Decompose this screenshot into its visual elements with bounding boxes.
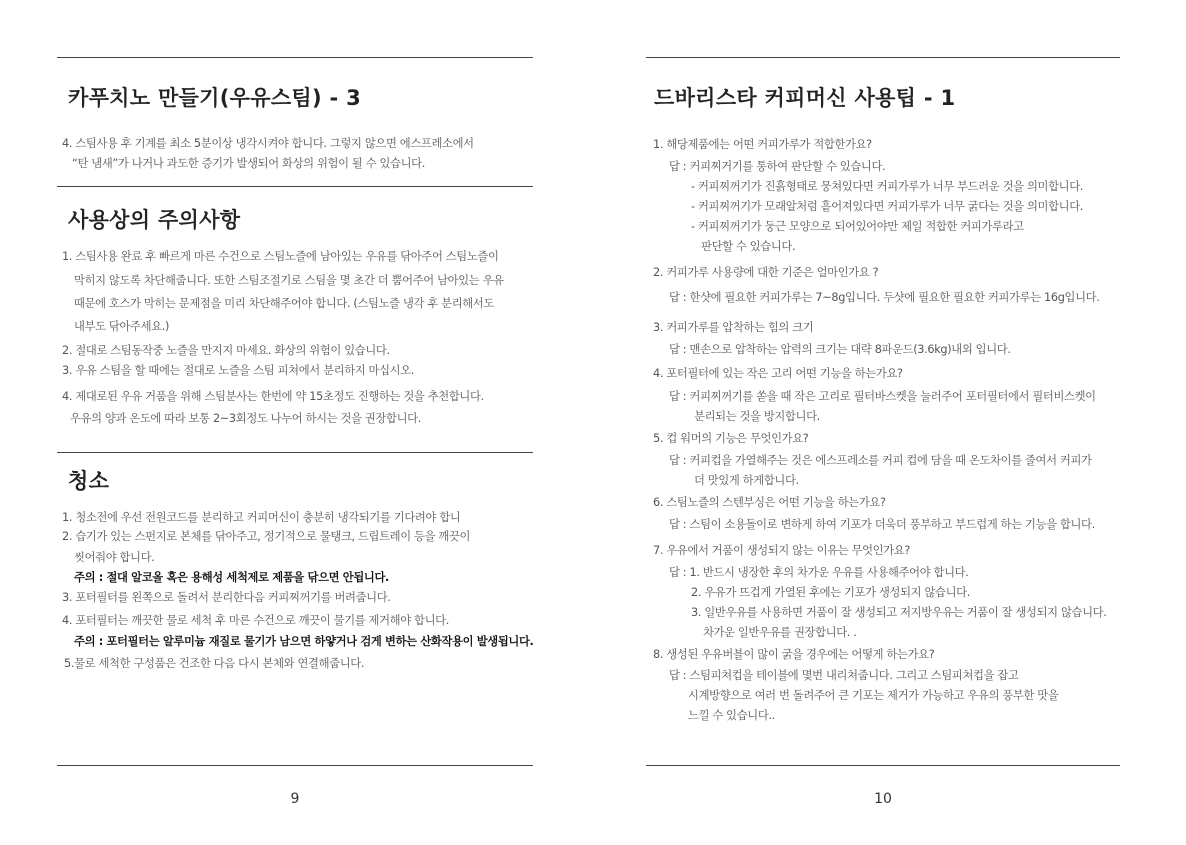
text-line: 1. 스팀사용 완료 후 빠르게 마른 수건으로 스팀노즐에 남아있는 우유를 닦아주어 스팀노즐이 xyxy=(62,250,499,263)
text-line: 2. 습기가 있는 스펀지로 본체를 닦아주고, 정기적으로 물탱크, 드립트레이 등을 깨끗이 xyxy=(62,530,471,543)
answer-line: 답 : 1. 반드시 냉장한 후의 차가운 우유를 사용해주어야 합니다. xyxy=(669,566,969,579)
top-rule xyxy=(57,57,533,58)
text-line: 우유의 양과 온도에 따라 보통 2~3회정도 나누어 하시는 것을 권장합니다. xyxy=(70,412,421,425)
text-line: 2. 절대로 스팀동작중 노즐을 만지지 마세요. 화상의 위험이 있습니다. xyxy=(62,344,390,357)
answer-line: 답 : 스팀이 소용돌이로 변하게 하여 기포가 더욱더 풍부하고 부드럽게 하는 기능을 합니다. xyxy=(669,518,1095,531)
section-title-precautions: 사용상의 주의사항 xyxy=(68,208,241,232)
text-line: 4. 제대로된 우유 거품을 위해 스팀분사는 한번에 약 15초정도 진행하는 것을 추천합니다. xyxy=(62,390,484,403)
answer-line: 차가운 일반우유를 권장합니다. . xyxy=(703,626,857,639)
answer-line: - 커피찌꺼기가 진흙형태로 뭉쳐있다면 커피가루가 너무 부드러운 것을 의미합니다. xyxy=(691,180,1084,193)
text-line: 5.물로 세척한 구성품은 건조한 다음 다시 본체와 연결해줍니다. xyxy=(64,657,365,670)
answer-line: 더 맛있게 하게합니다. xyxy=(694,474,799,487)
text-line: 때문에 호스가 막히는 문제점을 미리 차단해주어야 합니다. (스팀노즐 냉각 후 분리해서도 xyxy=(74,297,494,310)
top-rule xyxy=(646,57,1120,58)
section-title-cleaning: 청소 xyxy=(68,469,110,493)
caution-note: 주의 : 포터필터는 알루미늄 재질로 물기가 남으면 하얗거나 검게 변하는 산화작용이 발생됩니다. xyxy=(74,635,534,648)
text-line: 3. 우유 스팀을 할 때에는 절대로 노즐을 스팀 피쳐에서 분리하지 마십시오. xyxy=(62,364,415,377)
question-line: 2. 커피가루 사용량에 대한 기준은 얼마인가요 ? xyxy=(653,266,879,279)
text-line: 3. 포터필터를 왼쪽으로 돌려서 분리한다음 커피찌꺼기를 버려줍니다. xyxy=(62,591,391,604)
text-line: “탄 냄새”가 나거나 과도한 증기가 발생되어 화상의 위험이 될 수 있습니다. xyxy=(72,157,425,170)
question-line: 5. 컵 워머의 기능은 무엇인가요? xyxy=(653,432,809,445)
answer-line: - 커피찌꺼기가 모래알처럼 흩어져있다면 커피가루가 너무 굵다는 것을 의미합니다. xyxy=(691,200,1084,213)
answer-line: - 커피찌꺼기가 둥근 모양으로 되어있어야만 제일 적합한 커피가루라고 xyxy=(691,220,1024,233)
answer-line: 분리되는 것을 방지합니다. xyxy=(694,410,820,423)
question-line: 6. 스팀노즐의 스텐부싱은 어떤 기능을 하는가요? xyxy=(653,496,886,509)
text-line: 내부도 닦아주세요.) xyxy=(74,320,170,333)
answer-line: 느낄 수 있습니다.. xyxy=(688,709,775,722)
section-divider xyxy=(57,186,533,187)
answer-line: 답 : 스팀피쳐컵을 테이블에 몇번 내리쳐줍니다. 그리고 스팀피쳐컵을 잡고 xyxy=(669,669,1019,682)
section-title-usage-tips: 드바리스타 커피머신 사용팁 - 1 xyxy=(654,86,956,110)
answer-line: 답 : 맨손으로 압착하는 압력의 크기는 대략 8파운드(3.6kg)내외 입니다. xyxy=(669,343,1011,356)
question-line: 7. 우유에서 거품이 생성되지 않는 이유는 무엇인가요? xyxy=(653,544,910,557)
question-line: 8. 생성된 우유버블이 많이 굵을 경우에는 어떻게 하는가요? xyxy=(653,648,935,661)
answer-line: 답 : 커피찌꺼기를 쏟을 때 작은 고리로 필터바스켓을 눌러주어 포터필터에서 필터비스켓이 xyxy=(669,390,1096,403)
text-line: 씻어줘야 합니다. xyxy=(74,551,155,564)
text-line: 4. 포터필터는 깨끗한 물로 세척 후 마른 수건으로 깨끗이 물기를 제거해야 합니다. xyxy=(62,614,449,627)
question-line: 1. 해당제품에는 어떤 커피가루가 적합한가요? xyxy=(653,138,872,151)
text-line: 4. 스팀사용 후 기계를 최소 5분이상 냉각시켜야 합니다. 그렇지 않으면 에스프레소에서 xyxy=(62,137,474,150)
answer-line: 답 : 커피컵을 가열해주는 것은 에스프레소를 커피 컵에 담을 때 온도차이를 줄여서 커피가 xyxy=(669,454,1092,467)
question-line: 3. 커피가루를 압착하는 힘의 크기 xyxy=(653,321,814,334)
caution-note: 주의 : 절대 알코올 혹은 용해성 세척제로 제품을 닦으면 안됩니다. xyxy=(74,571,389,584)
text-line: 1. 청소전에 우선 전원코드를 분리하고 커피머신이 충분히 냉각되기를 기다려야 합니 xyxy=(62,511,461,524)
answer-line: 답 : 커피찌거기를 통하여 판단할 수 있습니다. xyxy=(669,160,886,173)
answer-line: 판단할 수 있습니다. xyxy=(701,240,796,253)
answer-line: 답 : 한샷에 필요한 커피가루는 7~8g입니다. 두샷에 필요한 필요한 커피가루는 16g입니다. xyxy=(669,291,1100,304)
section-divider xyxy=(57,452,533,453)
answer-line: 시계방향으로 여러 번 돌려주어 큰 기포는 제거가 가능하고 우유의 풍부한 맛을 xyxy=(688,689,1059,702)
bottom-rule xyxy=(57,765,533,766)
section-title-cappuccino: 카푸치노 만들기(우유스팀) - 3 xyxy=(68,86,362,110)
answer-line: 2. 우유가 뜨겁게 가열된 후에는 기포가 생성되지 않습니다. xyxy=(691,586,970,599)
text-line: 막히지 않도록 차단해줍니다. 또한 스팀조절기로 스팀을 몇 초간 더 뿜어주어 남아있는 우유 xyxy=(74,274,504,287)
page-10 xyxy=(593,0,1186,845)
question-line: 4. 포터필터에 있는 작은 고리 어떤 기능을 하는가요? xyxy=(653,367,903,380)
page-number: 10 xyxy=(874,791,892,807)
page-number: 9 xyxy=(290,791,300,807)
answer-line: 3. 일반우유를 사용하면 거품이 잘 생성되고 저지방우유는 거품이 잘 생성되지 않습니다. xyxy=(691,606,1107,619)
bottom-rule xyxy=(646,765,1120,766)
